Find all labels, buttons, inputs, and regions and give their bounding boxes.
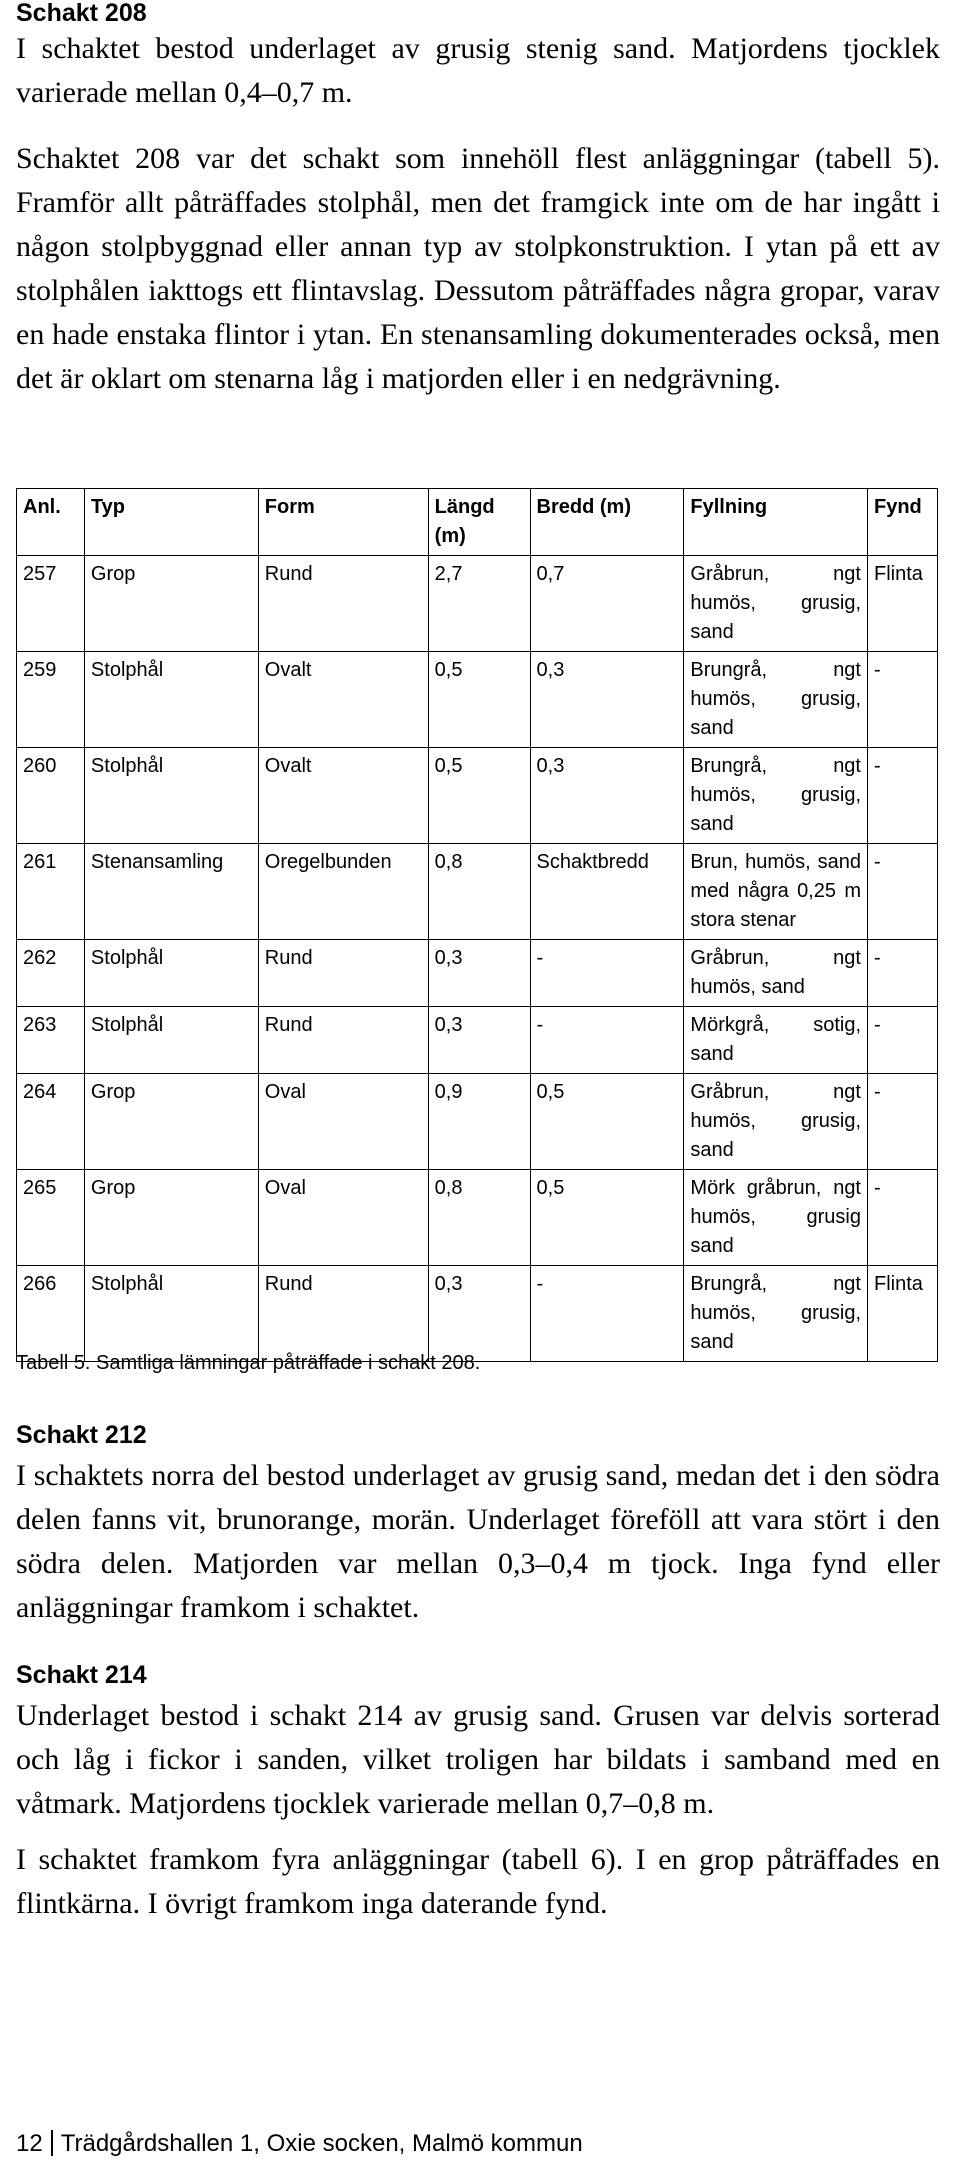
cell-anl: 262: [17, 940, 85, 1007]
page-lower: [16, 1420, 940, 1926]
table-caption: Tabell 5. Samtliga lämningar påträffade i schakt 208.: [16, 1352, 481, 1374]
table-row: [17, 844, 938, 940]
cell-anl: 266: [17, 1266, 85, 1362]
cell-langd: 0,3: [428, 940, 530, 1007]
cell-bredd: 0,5: [530, 1074, 684, 1170]
cell-form: Rund: [258, 1266, 428, 1362]
cell-langd: 0,5: [428, 652, 530, 748]
cell-fynd: -: [868, 940, 938, 1007]
cell-langd: 2,7: [428, 556, 530, 652]
cell-bredd: 0,3: [530, 748, 684, 844]
cell-fynd: Flinta: [868, 1266, 938, 1362]
cell-form: Oval: [258, 1074, 428, 1170]
section-heading-schakt-214: Schakt 214: [16, 1661, 147, 1689]
table-header-row: [17, 489, 938, 556]
cell-anl: 264: [17, 1074, 85, 1170]
cell-typ: Grop: [84, 556, 258, 652]
cell-fyllning: Gråbrun, ngt humös, grusig, sand: [684, 556, 868, 652]
table-row: [17, 556, 938, 652]
column-header-fynd: Fynd: [868, 489, 938, 556]
table-row: [17, 1170, 938, 1266]
cell-fynd: -: [868, 1074, 938, 1170]
column-header-bredd: Bredd (m): [530, 489, 684, 556]
cell-fyllning: Brungrå, ngt humös, grusig, sand: [684, 652, 868, 748]
cell-fynd: -: [868, 652, 938, 748]
cell-langd: 0,8: [428, 1170, 530, 1266]
cell-fynd: Flinta: [868, 556, 938, 652]
cell-form: Rund: [258, 1007, 428, 1074]
cell-form: Ovalt: [258, 652, 428, 748]
cell-anl: 265: [17, 1170, 85, 1266]
cell-anl: 257: [17, 556, 85, 652]
cell-form: Oregelbunden: [258, 844, 428, 940]
cell-fyllning: Brungrå, ngt humös, grusig, sand: [684, 748, 868, 844]
column-header-typ: Typ: [84, 489, 258, 556]
cell-langd: 0,8: [428, 844, 530, 940]
paragraph-schakt-212: I schaktets norra del bestod underlaget av grusig sand, medan det i den södra delen fanns vit, brunorange, morän. Underlaget föreföll att vara stört i den södra delen. Matjorden var mellan 0,3–0,4 m tjock. Inga fynd eller anläggningar framkom i schaktet.: [16, 1459, 940, 1624]
cell-bredd: -: [530, 1266, 684, 1362]
cell-form: Oval: [258, 1170, 428, 1266]
page-number: 12: [16, 2130, 43, 2157]
cell-fynd: -: [868, 748, 938, 844]
cell-bredd: -: [530, 940, 684, 1007]
cell-typ: Stolphål: [84, 1007, 258, 1074]
cell-bredd: 0,7: [530, 556, 684, 652]
cell-fynd: -: [868, 1170, 938, 1266]
cell-fynd: -: [868, 1007, 938, 1074]
cell-fyllning: Gråbrun, ngt humös, sand: [684, 940, 868, 1007]
cell-anl: 259: [17, 652, 85, 748]
column-header-anl: Anl.: [17, 489, 85, 556]
cell-fynd: -: [868, 844, 938, 940]
cell-fyllning: Brungrå, ngt humös, grusig, sand: [684, 1266, 868, 1362]
page-upper: [16, 0, 940, 401]
table-row: [17, 940, 938, 1007]
cell-bredd: 0,5: [530, 1170, 684, 1266]
table-row: [17, 748, 938, 844]
paragraph-schakt-208-findings: Schaktet 208 var det schakt som innehöll flest anläggningar (tabell 5). Framför allt påträffades stolphål, men det framgick inte om de har ingått i någon stolpbyggnad eller annan typ av stolpkonstruktion. I ytan på ett av stolphålen iakttogs ett flintavslag. Dessutom påträffades några gropar, varav en hade enstaka flintor i ytan. En stenansamling dokumenterades också, men det är oklart om stenarna låg i matjorden eller i en nedgrävning.: [16, 142, 940, 395]
cell-typ: Stolphål: [84, 1266, 258, 1362]
table-row: [17, 1074, 938, 1170]
cell-typ: Stenansamling: [84, 844, 258, 940]
cell-anl: 263: [17, 1007, 85, 1074]
cell-typ: Grop: [84, 1074, 258, 1170]
cell-form: Rund: [258, 556, 428, 652]
column-header-fyllning: Fyllning: [684, 489, 868, 556]
cell-fyllning: Mörkgrå, sotig, sand: [684, 1007, 868, 1074]
cell-langd: 0,3: [428, 1266, 530, 1362]
cell-typ: Stolphål: [84, 940, 258, 1007]
cell-form: Rund: [258, 940, 428, 1007]
footer-title: Trädgårdshallen 1, Oxie socken, Malmö kommun: [60, 2130, 583, 2157]
cell-anl: 260: [17, 748, 85, 844]
column-header-langd: Längd (m): [428, 489, 530, 556]
cell-fyllning: Mörk gråbrun, ngt humös, grusig sand: [684, 1170, 868, 1266]
cell-typ: Stolphål: [84, 652, 258, 748]
paragraph-schakt-214-findings: I schaktet framkom fyra anläggningar (tabell 6). I en grop påträffades en flintkärna. I övrigt framkom inga daterande fynd.: [16, 1843, 940, 1920]
table-schakt-208: [16, 488, 938, 1362]
cell-form: Ovalt: [258, 748, 428, 844]
cell-fyllning: Brun, humös, sand med några 0,25 m stora stenar: [684, 844, 868, 940]
table-row: [17, 1266, 938, 1362]
cell-bredd: 0,3: [530, 652, 684, 748]
cell-anl: 261: [17, 844, 85, 940]
page-footer: [16, 2130, 583, 2158]
cell-langd: 0,5: [428, 748, 530, 844]
table-row: [17, 1007, 938, 1074]
table-row: [17, 652, 938, 748]
footer-separator: [51, 2130, 53, 2156]
column-header-form: Form: [258, 489, 428, 556]
cell-bredd: Schaktbredd: [530, 844, 684, 940]
cell-bredd: -: [530, 1007, 684, 1074]
cell-typ: Stolphål: [84, 748, 258, 844]
cell-typ: Grop: [84, 1170, 258, 1266]
cell-fyllning: Gråbrun, ngt humös, grusig, sand: [684, 1074, 868, 1170]
paragraph-schakt-208-intro: I schaktet bestod underlaget av grusig stenig sand. Matjordens tjocklek varierade mellan 0,4–0,7 m.: [16, 32, 940, 109]
cell-langd: 0,9: [428, 1074, 530, 1170]
section-heading-schakt-212: Schakt 212: [16, 1421, 147, 1449]
paragraph-schakt-214-intro: Underlaget bestod i schakt 214 av grusig sand. Grusen var delvis sorterad och låg i fickor i sanden, vilket troligen har bildats i samband med en våtmark. Matjordens tjocklek varierade mellan 0,7–0,8 m.: [16, 1699, 940, 1820]
cell-langd: 0,3: [428, 1007, 530, 1074]
section-heading-schakt-208: Schakt 208: [16, 0, 147, 27]
